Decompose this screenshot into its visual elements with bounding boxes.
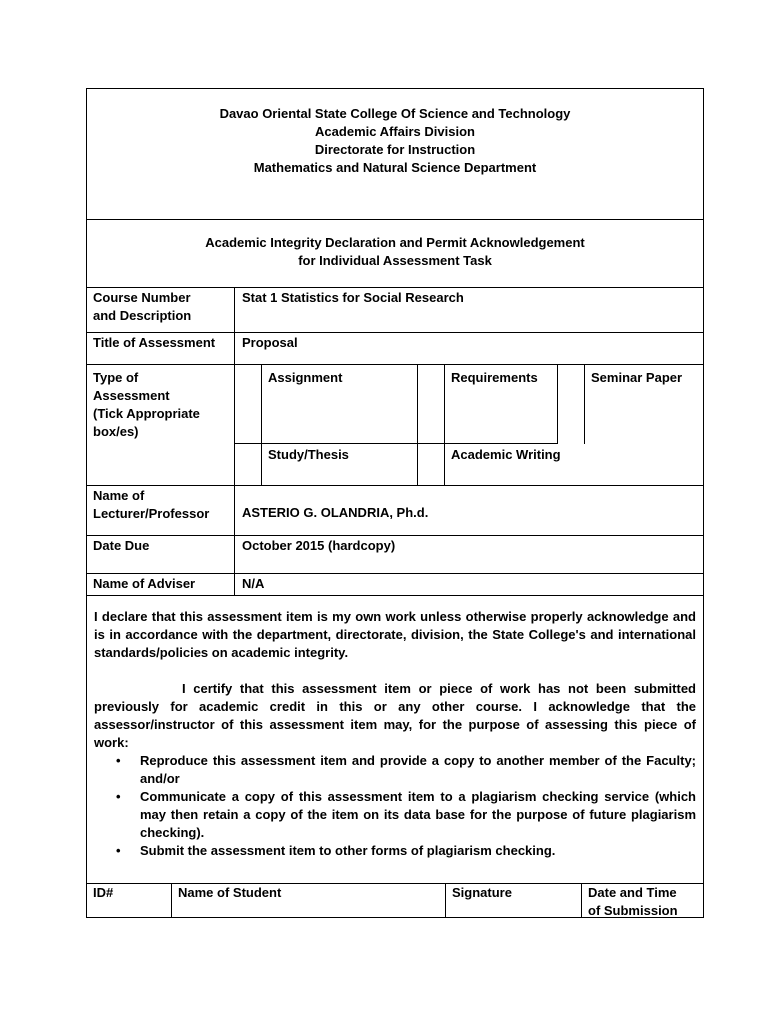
signature-column-header: Signature (446, 884, 582, 917)
date-due-row (87, 536, 703, 574)
institution-header (87, 89, 703, 220)
id-column-header: ID# (87, 884, 172, 917)
submission-date-line1: Date and Time (588, 885, 677, 900)
declaration-text (87, 596, 703, 884)
type-label-line2: Assessment (93, 388, 170, 403)
division-name: Academic Affairs Division (315, 124, 475, 139)
type-label-line3: (Tick Appropriate (93, 406, 200, 421)
date-due-label: Date Due (87, 536, 235, 573)
course-value: Stat 1 Statistics for Social Research (242, 290, 464, 305)
academic-writing-checkbox[interactable] (418, 444, 445, 485)
lecturer-value: ASTERIO G. OLANDRIA, Ph.d. (242, 505, 429, 520)
option-academic-writing: Academic Writing (451, 447, 561, 462)
type-label-line1: Type of (93, 370, 139, 385)
lecturer-label-line2: Lecturer/Professor (93, 506, 210, 521)
college-name: Davao Oriental State College Of Science and Technology (219, 106, 571, 121)
list-item: • Submit the assessment item to other forms of plagiarism checking. (140, 842, 696, 860)
requirements-checkbox[interactable] (418, 365, 445, 444)
form-title-line1: Academic Integrity Declaration and Permit Acknowledgement (205, 235, 585, 250)
adviser-label: Name of Adviser (87, 574, 235, 595)
option-study-thesis: Study/Thesis (262, 444, 418, 485)
course-row (87, 288, 703, 333)
course-label-line2: and Description (93, 308, 192, 323)
list-item: • Communicate a copy of this assessment item to a plagiarism checking service (which may then retain a copy of the item on its data base for the purpose of future plagiarism checking). (140, 788, 696, 842)
seminar-paper-checkbox[interactable] (558, 365, 585, 444)
option-assignment: Assignment (262, 365, 418, 444)
lecturer-label (87, 486, 235, 535)
lecturer-label-line1: Name of (93, 488, 145, 503)
submission-date-line2: of Submission (588, 903, 678, 918)
option-seminar-paper: Seminar Paper (591, 370, 683, 385)
type-label-line4: box/es) (93, 424, 139, 439)
lecturer-row (87, 486, 703, 536)
form-title (87, 220, 703, 288)
option-requirements: Requirements (445, 365, 558, 444)
student-table-header (87, 884, 703, 917)
department-name: Mathematics and Natural Science Department (253, 160, 537, 175)
form-title-line2: for Individual Assessment Task (298, 253, 492, 268)
adviser-value: N/A (242, 576, 265, 591)
declaration-form (86, 88, 704, 918)
submission-date-column-header (582, 884, 703, 917)
declaration-paragraph: I declare that this assessment item is my own work unless otherwise properly acknowledge and is in accordance with the department, directorate, division, the State College's and international standards/policies on academic integrity. (94, 609, 696, 660)
course-label (87, 288, 235, 332)
list-item: • Reproduce this assessment item and provide a copy to another member of the Faculty; and/or (140, 752, 696, 788)
adviser-row (87, 574, 703, 596)
directorate-name: Directorate for Instruction (314, 142, 476, 157)
assessment-title-value: Proposal (242, 335, 298, 350)
assessment-type-label (87, 365, 235, 485)
date-due-value: October 2015 (hardcopy) (242, 538, 396, 553)
assessment-type-row (87, 365, 703, 486)
course-label-line1: Course Number (93, 290, 191, 305)
study-thesis-checkbox[interactable] (235, 444, 262, 485)
assessment-title-label: Title of Assessment (87, 333, 235, 364)
assignment-checkbox[interactable] (235, 365, 262, 444)
student-name-column-header: Name of Student (172, 884, 446, 917)
permission-list (94, 752, 696, 860)
assessment-title-row (87, 333, 703, 365)
assessment-type-grid (235, 365, 703, 485)
certification-paragraph: I certify that this assessment item or piece of work has not been submitted previously for academic credit in this or any other course. I acknowledge that the assessor/instructor of this assessment item may, for the purpose of assessing this piece of work: (94, 681, 696, 750)
